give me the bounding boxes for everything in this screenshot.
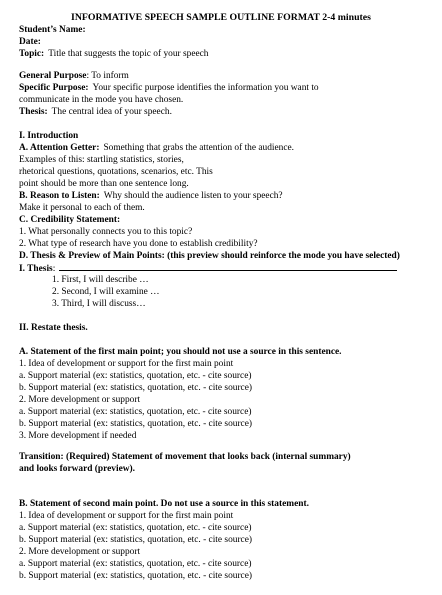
- general-purpose-label: General Purpose: [19, 71, 87, 81]
- main-point-b-item: b. Support material (ex: statistics, quotation, etc. - cite source): [19, 571, 253, 581]
- topic-line: [19, 48, 209, 60]
- thesis-line: [19, 106, 172, 118]
- credibility-question-2: 2. What type of research have you done to establish credibility?: [19, 239, 258, 249]
- thesis-text: The central idea of your speech.: [51, 107, 172, 117]
- main-point-a-heading: A. Statement of the first main point; you should not use a source in this sentence.: [19, 347, 342, 357]
- topic-label: Topic:: [19, 49, 45, 59]
- main-point-a-item: 2. More development or support: [19, 395, 141, 405]
- main-point-a-item: a. Support material (ex: statistics, quotation, etc. - cite source): [19, 407, 252, 417]
- main-point-b-item: a. Support material (ex: statistics, quotation, etc. - cite source): [19, 523, 252, 533]
- credibility-statement-label: C. Credibility Statement:: [19, 215, 121, 225]
- credibility-question-1: 1. What personally connects you to this topic?: [19, 227, 193, 237]
- thesis-preview-label: D. Thesis & Preview of Main Points: (this preview should reinforce the mode you have selected): [19, 251, 400, 261]
- thesis-blank-line: [59, 262, 397, 271]
- thesis-label: Thesis:: [19, 107, 48, 117]
- specific-purpose-text: Your specific purpose identifies the information you want to: [92, 83, 319, 93]
- specific-purpose-line: [19, 82, 319, 94]
- attention-getter-line-3: rhetorical questions, quotations, scenarios, etc. This: [19, 167, 213, 177]
- document-title: INFORMATIVE SPEECH SAMPLE OUTLINE FORMAT 2-4 minutes: [71, 12, 371, 23]
- preview-item: 3. Third, I will discuss…: [52, 299, 146, 309]
- attention-getter-label: A. Attention Getter:: [19, 143, 100, 153]
- specific-purpose-line-2: communicate in the mode you have chosen.: [19, 95, 184, 105]
- main-point-b-heading: B. Statement of second main point. Do not use a source in this statement.: [19, 499, 309, 509]
- preview-item: 2. Second, I will examine …: [52, 287, 160, 297]
- reason-to-listen-line-2: Make it personal to each of them.: [19, 203, 145, 213]
- student-name-label: Student’s Name:: [19, 25, 86, 35]
- reason-to-listen-label: B. Reason to Listen:: [19, 191, 100, 201]
- introduction-heading: I. Introduction: [19, 131, 79, 141]
- main-point-a-item: a. Support material (ex: statistics, quotation, etc. - cite source): [19, 371, 252, 381]
- transition-line-1: Transition: (Required) Statement of movement that looks back (internal summary): [19, 452, 351, 462]
- main-point-a-item: 3. More development if needed: [19, 431, 137, 441]
- attention-getter-line-2: Examples of this: startling statistics, stories,: [19, 155, 184, 165]
- main-point-a-item: 1. Idea of development or support for the first main point: [19, 359, 234, 369]
- date-label: Date:: [19, 37, 41, 47]
- main-point-b-item: b. Support material (ex: statistics, quotation, etc. - cite source): [19, 535, 253, 545]
- main-point-a-item: b. Support material (ex: statistics, quotation, etc. - cite source): [19, 383, 253, 393]
- preview-thesis-colon: :: [52, 264, 56, 274]
- reason-to-listen-text: Why should the audience listen to your speech?: [103, 191, 283, 201]
- general-purpose-text: : To inform: [86, 71, 129, 81]
- transition-line-2: and looks forward (preview).: [19, 464, 135, 474]
- specific-purpose-label: Specific Purpose:: [19, 83, 89, 93]
- preview-thesis-label: I. Thesis: [19, 264, 53, 274]
- reason-to-listen-line: [19, 190, 283, 202]
- main-point-b-item: 1. Idea of development or support for the first main point: [19, 511, 234, 521]
- main-point-a-item: b. Support material (ex: statistics, quotation, etc. - cite source): [19, 419, 253, 429]
- attention-getter-text: Something that grabs the attention of the audience.: [103, 143, 295, 153]
- attention-getter-line-4: point should be more than one sentence long.: [19, 179, 189, 189]
- main-point-b-item: 2. More development or support: [19, 547, 141, 557]
- general-purpose-line: [19, 70, 129, 82]
- preview-item: 1. First, I will describe …: [52, 275, 149, 285]
- main-point-b-item: a. Support material (ex: statistics, quotation, etc. - cite source): [19, 559, 252, 569]
- topic-text: Title that suggests the topic of your speech: [48, 49, 209, 59]
- restate-thesis-heading: II. Restate thesis.: [19, 323, 88, 333]
- attention-getter-line: [19, 142, 294, 154]
